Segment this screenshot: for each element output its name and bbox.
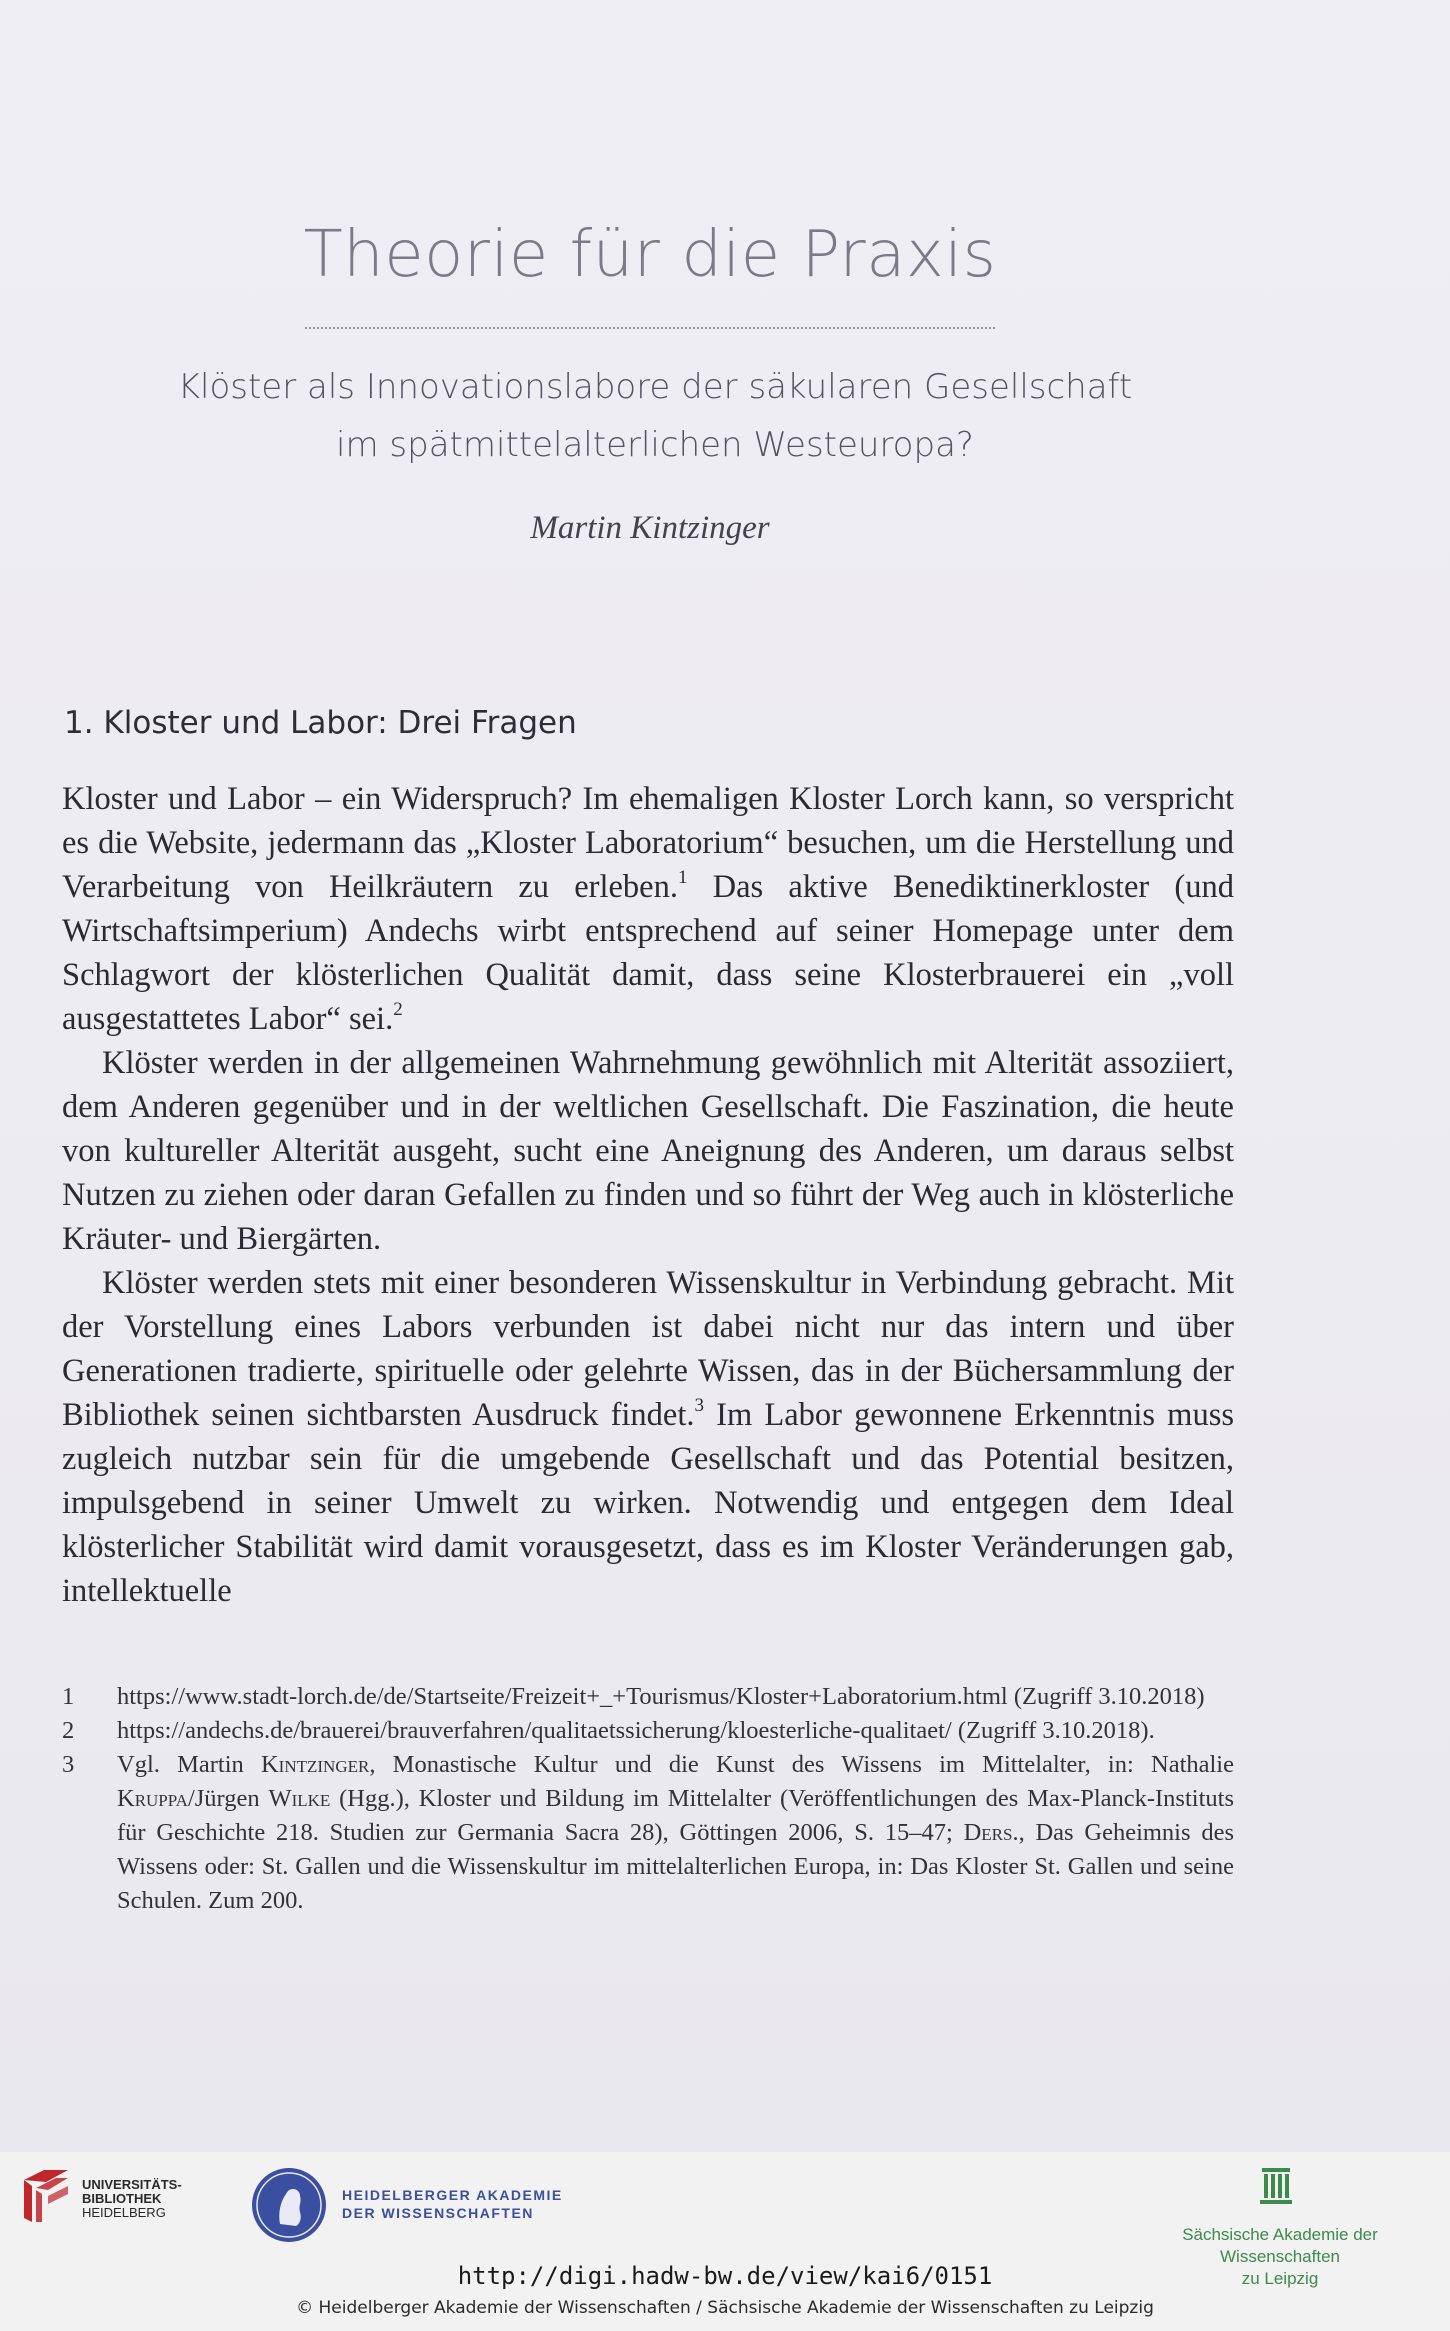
footnote-ref-2[interactable]: 2 [393, 999, 403, 1020]
academy-medallion-logo-icon[interactable] [250, 2166, 328, 2244]
paragraph-1-text-a: Kloster und Labor – ein Widerspruch? Im ehemaligen Kloster Lorch kann, so verspricht es die Website, jedermann das „Kloster Laboratorium“ besuchen, um die Herstellung und Verarbeitung von Heilkräutern zu erleben. [62, 781, 1234, 905]
footnote-2 [62, 1714, 1234, 1748]
permalink-url[interactable]: http://digi.hadw-bw.de/view/kai6/0151 [457, 2262, 993, 2290]
footnote-3-part: /Jürgen [187, 1785, 269, 1812]
ub-name-line: BIBLIOTHEK [82, 2191, 162, 2206]
saw-name-line: Sächsische Akademie der Wissenschaften [1182, 2225, 1378, 2266]
paragraph-3 [62, 1261, 1234, 1613]
viewer-footer [0, 2152, 1450, 2331]
author-smallcaps: Kruppa [117, 1785, 188, 1812]
author-name: Martin Kintzinger [530, 510, 770, 546]
footnote-number: 3 [62, 1751, 75, 1778]
paragraph-3-text-a: Klöster werden stets mit einer besonderen Wissenskultur in Verbindung gebracht. Mit der Vorstellung eines Labors verbunden ist dabei nicht nur das intern und über Generationen tradierte, spirituelle oder gelehrte Wissen, das in der Büchersammlung der Bibliothek seinen sichtbarsten Ausdruck findet. [62, 1265, 1234, 1433]
footnote-text: https://andechs.de/brauerei/brauverfahren/qualitaetssicherung/kloesterliche-qualitaet/ (Zugriff 3.10.2018). [117, 1717, 1155, 1744]
footnotes [62, 1680, 1234, 1918]
footnote-ref-1[interactable]: 1 [677, 867, 688, 888]
footnote-1 [62, 1680, 1234, 1714]
title-dotted-rule [305, 327, 995, 329]
footnote-text [117, 1748, 1234, 1918]
subtitle-line-2: im spätmittelalterlichen Westeuropa? [336, 425, 974, 465]
footnote-text: https://www.stadt-lorch.de/de/Startseite/Freizeit+_+Tourismus/Kloster+Laboratorium.html (Zugriff 3.10.2018) [117, 1683, 1205, 1710]
had-name-line: HEIDELBERGER AKADEMIE [342, 2187, 563, 2203]
subtitle [100, 358, 1210, 474]
footnote-3 [62, 1748, 1234, 1918]
footnote-3-part: Vgl. Martin [117, 1751, 261, 1778]
saw-name-line: zu Leipzig [1241, 2269, 1319, 2288]
ub-name-line: HEIDELBERG [82, 2205, 166, 2220]
copyright-notice: © Heidelberger Akademie der Wissenschaften / Sächsische Akademie der Wissenschaften zu Leipzig [296, 2298, 1154, 2318]
section-heading: 1. Kloster und Labor: Drei Fragen [64, 705, 577, 741]
subtitle-line-1: Klöster als Innovationslabore der säkularen Gesellschaft [177, 367, 1133, 407]
paragraph-2: Klöster werden in der allgemeinen Wahrnehmung gewöhnlich mit Alterität assoziiert, dem Anderen gegenüber und in der weltlichen Gesellschaft. Die Faszination, die heute von kultureller Alterität ausgeht, sucht eine Aneignung des Anderen, um daraus selbst Nutzen zu ziehen oder daran Gefallen zu finden und so führt der Weg auch in klösterliche Kräuter- und Biergärten. [62, 1045, 1234, 1257]
paragraph-1 [62, 777, 1234, 1041]
heidelberg-academy-name [342, 2186, 563, 2222]
footnote-number: 2 [62, 1717, 75, 1744]
saxon-academy-logo-icon[interactable] [1258, 2166, 1294, 2206]
had-name-line: DER WISSENSCHAFTEN [342, 2205, 534, 2221]
university-library-logo-icon[interactable] [16, 2166, 76, 2226]
paragraph-1-text-b: Das aktive Benediktinerkloster (und Wirtschaftsimperium) Andechs wirbt entsprechend auf seiner Homepage unter dem Schlagwort der klösterlichen Qualität damit, dass seine Klosterbrauerei ein „voll ausgestattetes Labor“ sei. [62, 869, 1234, 1037]
author-smallcaps: Ders [963, 1819, 1013, 1846]
footnote-3-part: (Hgg.), Kloster und Bildung im Mittelalter (Veröffentlichungen des Max-Planck-Instituts für Geschichte 218. Studien zur Germania Sacra 28), Göttingen 2006, S. 15–47; [117, 1785, 1234, 1846]
footnote-number: 1 [62, 1683, 75, 1710]
university-library-name [82, 2178, 182, 2220]
body-text [62, 777, 1234, 1613]
paragraph-3-text-b: Im Labor gewonnene Erkenntnis muss zugleich nutzbar sein für die umgebende Gesellschaft und das Potential besitzen, impulsgebend in seiner Umwelt zu wirken. Notwendig und entgegen dem Ideal klösterlicher Stabilität wird damit vorausgesetzt, dass es im Kloster Veränderungen gab, intellektuelle [62, 1397, 1234, 1609]
footnote-ref-3[interactable]: 3 [694, 1395, 705, 1416]
author-smallcaps: Kintzinger [260, 1751, 370, 1778]
author-smallcaps: Wilke [268, 1785, 331, 1812]
page-title: Theorie für die Praxis [303, 218, 997, 292]
ub-name-line: UNIVERSITÄTS- [82, 2177, 182, 2192]
footnote-3-part: , Monastische Kultur und die Kunst des Wissens im Mittelalter, in: Nathalie [369, 1751, 1234, 1778]
footnote-3-part: ., Das Geheimnis des Wissens oder: St. Gallen und die Wissenskultur im mittelalterlichen Europa, in: Das Kloster St. Gallen und seine Schulen. Zum 200. [117, 1819, 1234, 1914]
